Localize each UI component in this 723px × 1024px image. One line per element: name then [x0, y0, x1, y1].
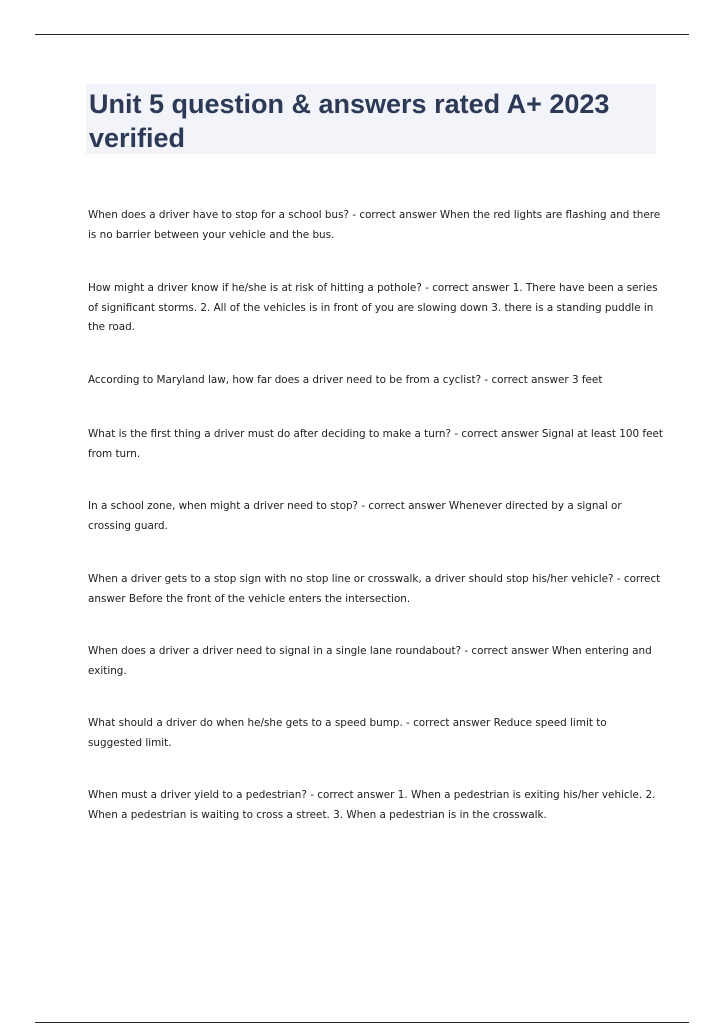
qa-item-cyclist: According to Maryland law, how far does a driver need to be from a cyclist? - correct answer 3 feet: [88, 374, 603, 386]
top-divider: [35, 34, 689, 35]
qa-item-stop-sign: When a driver gets to a stop sign with no stop line or crosswalk, a driver should stop his/her vehicle? - correct answer Before the front of the vehicle enters the intersection.: [88, 573, 661, 605]
qa-item-speed-bump: What should a driver do when he/she gets to a speed bump. - correct answer Reduce speed limit to suggested limit.: [88, 717, 607, 749]
qa-item-school-bus: When does a driver have to stop for a school bus? - correct answer When the red lights are flashing and there is no barrier between your vehicle and the bus.: [88, 209, 661, 241]
document-title: Unit 5 question & answers rated A+ 2023 verified: [89, 89, 610, 153]
qa-item-turn-signal: What is the first thing a driver must do after deciding to make a turn? - correct answer Signal at least 100 feet from turn.: [88, 428, 663, 460]
qa-item-pothole: How might a driver know if he/she is at risk of hitting a pothole? - correct answer 1. There have been a series of significant storms. 2. All of the vehicles is in front of you are slowing down 3. there is a standing puddle in the road.: [88, 282, 658, 333]
qa-item-roundabout: When does a driver a driver need to signal in a single lane roundabout? - correct answer When entering and exiting.: [88, 645, 652, 677]
qa-item-pedestrian: When must a driver yield to a pedestrian? - correct answer 1. When a pedestrian is exiting his/her vehicle. 2. When a pedestrian is waiting to cross a street. 3. When a pedestrian is in the crosswalk.: [88, 789, 656, 821]
bottom-divider: [35, 1022, 689, 1023]
qa-item-school-zone: In a school zone, when might a driver need to stop? - correct answer Whenever directed by a signal or crossing guard.: [88, 500, 622, 532]
